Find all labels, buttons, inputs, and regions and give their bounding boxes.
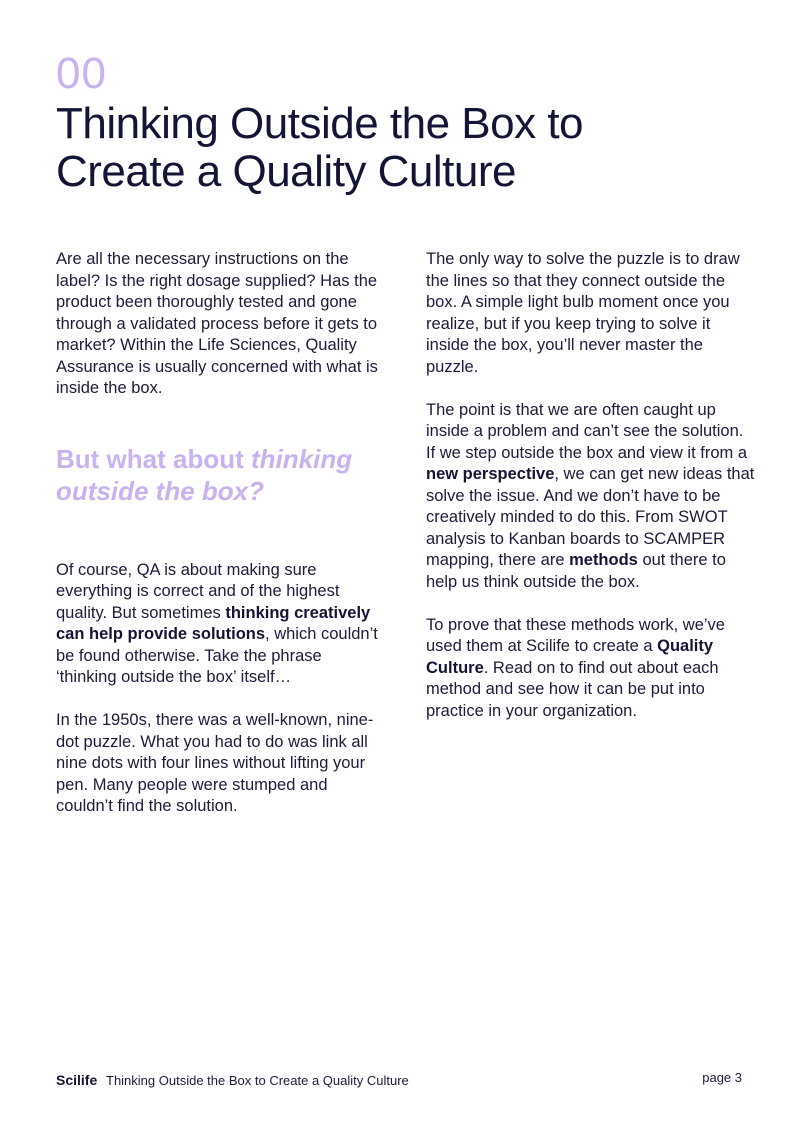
chapter-number: 00 [56,49,107,98]
footer [56,1068,742,1092]
paragraph-point [426,400,756,594]
paragraph-point-text-1: The point is that we are often caught up inside a problem and can’t see the solution. If we step outside the box and view it from a [426,400,748,462]
paragraph-qa-bold: thinking creatively can help provide solutions [56,603,371,643]
paragraph-point-bold-2: methods [569,551,638,569]
paragraph-prove-text-1: To prove that these methods work, we’ve used them at Scilife to create a [426,615,725,655]
paragraph-prove-text-2: . Read on to find out about each method and see how it can be put into practice in your organization. [426,658,719,720]
subheading-plain: But what about [56,443,251,474]
paragraph-qa-text-2: , which couldn’t be found otherwise. Take the phrase ‘thinking outside the box’ itself… [56,625,378,686]
paragraph-prove [426,615,756,723]
paragraph-puzzle: In the 1950s, there was a well-known, nine-dot puzzle. What you had to do was link all nine dots with four lines without lifting your pen. Many people were stumped and couldn’t find the solution. [56,711,374,815]
paragraph-point-text-3: out there to help us think outside the box. [426,551,726,591]
paragraph-prove-bold: Quality Culture [426,637,714,677]
left-column [56,249,386,818]
right-column [426,249,756,722]
subheading [56,443,386,507]
page-number: page 3 [702,1070,742,1085]
subheading-italic: thinking outside the box? [56,443,353,506]
footer-title: Thinking Outside the Box to Create a Quality Culture [106,1073,409,1088]
paragraph-qa [56,560,386,689]
paragraph-point-bold-1: new perspective [426,465,555,483]
page-title-line1: Thinking Outside the Box to [56,99,584,148]
scilife-logo: Scilife [56,1072,98,1088]
intro-paragraph: Are all the necessary instructions on the label? Is the right dosage supplied? Has the product been thoroughly tested and gone through a validated process before it gets to market? Within the Life Sciences, Quality Assurance is usually concerned with what is inside the box. [56,250,378,397]
paragraph-qa-text-1: Of course, QA is about making sure everything is correct and of the highest quality. But sometimes [56,560,340,622]
paragraph-solve: The only way to solve the puzzle is to draw the lines so that they connect outside the box. A simple light bulb moment once you realize, but if you keep trying to solve it inside the box, you’ll never master the puzzle. [426,250,740,376]
page-title [56,100,756,196]
paragraph-point-text-2: , we can get new ideas that solve the issue. And we don’t have to be creatively minded to do this. From SWOT analysis to Kanban boards to SCAMPER mapping, there are [426,465,755,569]
page-title-line2: Create a Quality Culture [56,147,516,196]
